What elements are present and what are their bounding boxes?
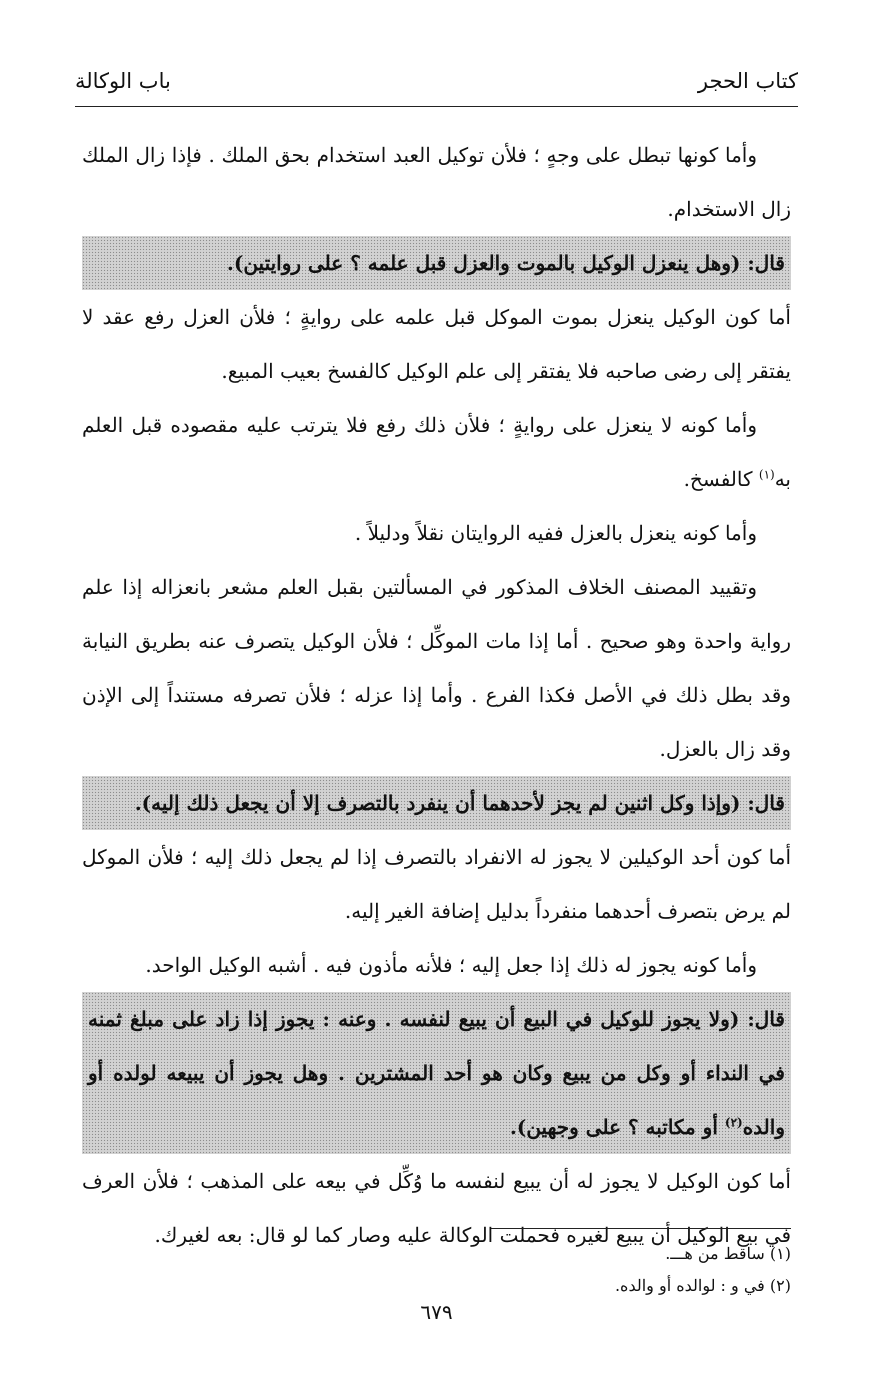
paragraph: وأما كونه ينعزل بالعزل ففيه الروايتان نقلاً ودليلاً . [354,521,757,545]
paragraph: أما كون أحد الوكيلين لا يجوز له الانفراد بالتصرف إذا لم يجعل ذلك إليه ؛ فلأن الموكل لم يرض بتصرف أحدهما منفرداً بدليل إضافة الغير إليه. [82,845,791,923]
matn-quote: قال: (وإذا وكل اثنين لم يجز لأحدهما أن ينفرد بالتصرف إلا أن يجعل ذلك إليه). [82,776,791,830]
chapter-title: باب الوكالة [75,69,171,93]
footnote: (٢) في و : لوالده أو والده. [614,1276,791,1295]
book-title: كتاب الحجر [697,69,798,93]
footnotes [82,1238,791,1302]
paragraph: أما كون الوكيل لا يجوز له أن يبيع لنفسه ما وُكِّل في بيعه على المذهب ؛ فلأن العرف في بيع الوكيل أن يبيع لغيره فحملت الوكالة عليه وصار كما لو قال: بعه لغيرك. [82,1169,791,1247]
quote-text: أو مكاتبه ؟ على وجهين). [509,1115,725,1139]
paragraph: وأما كونه يجوز له ذلك إذا جعل إليه ؛ فلأنه مأذون فيه . أشبه الوكيل الواحد. [145,953,757,977]
matn-quote: قال: (وهل ينعزل الوكيل بالموت والعزل قبل علمه ؟ على روايتين). [82,236,791,290]
running-header [75,58,798,104]
paragraph-text: وأما كونه لا ينعزل على روايةٍ ؛ فلأن ذلك رفع فلا يترتب عليه مقصوده قبل العلم به [82,413,791,491]
main-text [82,128,791,1262]
footnote-marker: (٢) [724,1115,743,1130]
paragraph [82,398,791,506]
footnote-marker: (١) [758,467,775,482]
footnote-divider [491,1228,791,1229]
matn-quote [82,992,791,1154]
page-number: ٦٧٩ [420,1300,453,1324]
paragraph: أما كون الوكيل ينعزل بموت الموكل قبل علمه على روايةٍ ؛ فلأن العزل رفع عقد لا يفتقر إلى رضى صاحبه فلا يفتقر إلى علم الوكيل كالفسخ بعيب المبيع. [82,305,791,383]
quote-text: قال: (ولا يجوز للوكيل في البيع أن يبيع لنفسه . وعنه : يجوز إذا زاد على مبلغ ثمنه في النداء أو وكل من يبيع وكان هو أحد المشترين . وهل يجوز أن يبيعه لولده أو والده [88,1007,785,1139]
paragraph: وتقييد المصنف الخلاف المذكور في المسألتين بقبل العلم مشعر بانعزاله إذا علم رواية واحدة وهو صحيح . أما إذا مات الموكِّل ؛ فلأن الوكيل يتصرف عنه بطريق النيابة وقد بطل ذلك في الأصل فكذا الفرع . وأما إذا عزله ؛ فلأن تصرفه مستنداً إلى الإذن وقد زال بالعزل. [82,575,791,761]
header-divider [75,106,798,107]
paragraph: وأما كونها تبطل على وجهٍ ؛ فلأن توكيل العبد استخدام بحق الملك . فإذا زال الملك زال الاستخدام. [82,143,791,221]
paragraph-text: كالفسخ. [683,467,759,491]
footnote: (١) ساقط من هـــ. [665,1244,791,1263]
